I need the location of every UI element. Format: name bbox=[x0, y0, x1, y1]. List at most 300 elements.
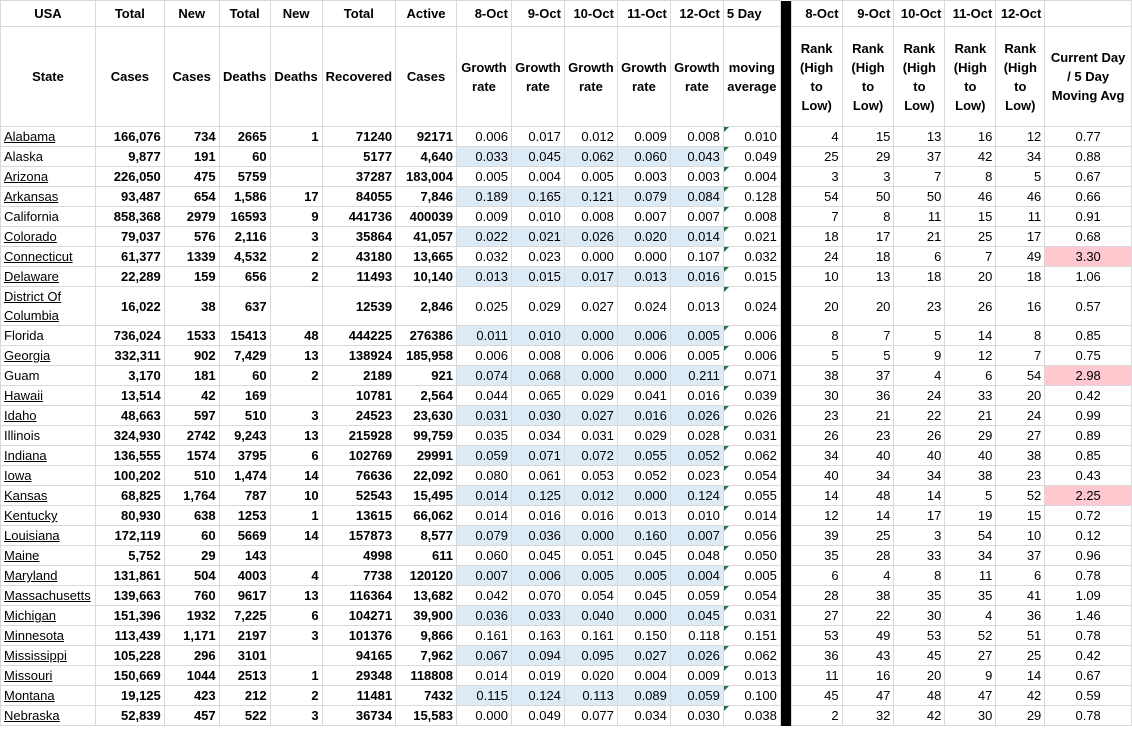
growth-rate-cell[interactable]: 0.000 bbox=[564, 526, 617, 546]
growth-rate-cell[interactable]: 0.000 bbox=[456, 706, 511, 726]
rank-cell[interactable]: 49 bbox=[996, 247, 1045, 267]
rank-cell[interactable]: 36 bbox=[996, 606, 1045, 626]
rank-cell[interactable]: 30 bbox=[894, 606, 945, 626]
growth-rate-cell[interactable]: 0.005 bbox=[617, 566, 670, 586]
new-deaths-cell[interactable]: 1 bbox=[270, 506, 322, 526]
total-cases-cell[interactable]: 105,228 bbox=[95, 646, 164, 666]
growth-rate-cell[interactable]: 0.070 bbox=[511, 586, 564, 606]
header-new-cases-top[interactable]: New bbox=[164, 1, 219, 27]
state-cell[interactable] bbox=[1, 207, 96, 227]
ratio-cell[interactable]: 0.42 bbox=[1045, 386, 1132, 406]
rank-cell[interactable]: 50 bbox=[894, 187, 945, 207]
moving-average-cell[interactable]: 0.014 bbox=[723, 506, 780, 526]
rank-cell[interactable]: 53 bbox=[894, 626, 945, 646]
rank-cell[interactable]: 20 bbox=[894, 666, 945, 686]
rank-cell[interactable]: 35 bbox=[945, 586, 996, 606]
state-link[interactable]: Iowa bbox=[4, 468, 32, 483]
growth-rate-cell[interactable]: 0.026 bbox=[670, 646, 723, 666]
state-link[interactable]: Massachusetts bbox=[4, 588, 91, 603]
header-total-deaths-top[interactable]: Total bbox=[219, 1, 270, 27]
header-rank-3[interactable]: Rank (High to Low) bbox=[945, 27, 996, 127]
growth-rate-cell[interactable]: 0.030 bbox=[670, 706, 723, 726]
growth-rate-cell[interactable]: 0.067 bbox=[456, 646, 511, 666]
state-link[interactable]: Alabama bbox=[4, 129, 56, 144]
ratio-cell[interactable]: 0.75 bbox=[1045, 346, 1132, 366]
growth-rate-cell[interactable]: 0.124 bbox=[511, 686, 564, 706]
rank-cell[interactable]: 37 bbox=[894, 147, 945, 167]
new-deaths-cell[interactable]: 14 bbox=[270, 526, 322, 546]
state-link[interactable]: Delaware bbox=[4, 269, 59, 284]
header-usa[interactable]: USA bbox=[1, 1, 96, 27]
new-cases-cell[interactable]: 1932 bbox=[164, 606, 219, 626]
rank-cell[interactable]: 7 bbox=[842, 326, 894, 346]
header-growth-rate-3[interactable]: Growth rate bbox=[617, 27, 670, 127]
rank-cell[interactable]: 21 bbox=[945, 406, 996, 426]
rank-cell[interactable]: 27 bbox=[945, 646, 996, 666]
growth-rate-cell[interactable]: 0.161 bbox=[564, 626, 617, 646]
growth-rate-cell[interactable]: 0.061 bbox=[511, 466, 564, 486]
growth-rate-cell[interactable]: 0.189 bbox=[456, 187, 511, 207]
ratio-cell[interactable]: 0.68 bbox=[1045, 227, 1132, 247]
growth-rate-cell[interactable]: 0.014 bbox=[456, 666, 511, 686]
ratio-cell[interactable]: 0.78 bbox=[1045, 566, 1132, 586]
rank-cell[interactable]: 6 bbox=[894, 247, 945, 267]
growth-rate-cell[interactable]: 0.023 bbox=[670, 466, 723, 486]
rank-cell[interactable]: 27 bbox=[791, 606, 842, 626]
total-deaths-cell[interactable]: 9,243 bbox=[219, 426, 270, 446]
total-cases-cell[interactable]: 736,024 bbox=[95, 326, 164, 346]
growth-rate-cell[interactable]: 0.060 bbox=[456, 546, 511, 566]
state-link[interactable]: Colorado bbox=[4, 229, 57, 244]
header-rank-date-2[interactable]: 10-Oct bbox=[894, 1, 945, 27]
total-deaths-cell[interactable]: 1,586 bbox=[219, 187, 270, 207]
header-growth-rate-0[interactable]: Growth rate bbox=[456, 27, 511, 127]
ratio-cell[interactable]: 0.59 bbox=[1045, 686, 1132, 706]
state-cell[interactable] bbox=[1, 187, 96, 207]
total-deaths-cell[interactable]: 60 bbox=[219, 366, 270, 386]
state-cell[interactable] bbox=[1, 406, 96, 426]
recovered-cell[interactable]: 11493 bbox=[322, 267, 395, 287]
moving-average-cell[interactable]: 0.021 bbox=[723, 227, 780, 247]
growth-rate-cell[interactable]: 0.006 bbox=[617, 326, 670, 346]
total-deaths-cell[interactable]: 3795 bbox=[219, 446, 270, 466]
total-deaths-cell[interactable]: 5759 bbox=[219, 167, 270, 187]
recovered-cell[interactable]: 76636 bbox=[322, 466, 395, 486]
growth-rate-cell[interactable]: 0.121 bbox=[564, 187, 617, 207]
growth-rate-cell[interactable]: 0.000 bbox=[617, 606, 670, 626]
rank-cell[interactable]: 11 bbox=[996, 207, 1045, 227]
rank-cell[interactable]: 41 bbox=[996, 586, 1045, 606]
ratio-cell[interactable]: 0.91 bbox=[1045, 207, 1132, 227]
growth-rate-cell[interactable]: 0.051 bbox=[564, 546, 617, 566]
rank-cell[interactable]: 35 bbox=[791, 546, 842, 566]
new-deaths-cell[interactable]: 6 bbox=[270, 606, 322, 626]
rank-cell[interactable]: 52 bbox=[996, 486, 1045, 506]
growth-rate-cell[interactable]: 0.027 bbox=[564, 287, 617, 326]
new-cases-cell[interactable]: 159 bbox=[164, 267, 219, 287]
active-cases-cell[interactable]: 2,846 bbox=[396, 287, 457, 326]
rank-cell[interactable]: 54 bbox=[945, 526, 996, 546]
state-cell[interactable] bbox=[1, 326, 96, 346]
rank-cell[interactable]: 43 bbox=[842, 646, 894, 666]
growth-rate-cell[interactable]: 0.035 bbox=[456, 426, 511, 446]
rank-cell[interactable]: 12 bbox=[996, 127, 1045, 147]
growth-rate-cell[interactable]: 0.028 bbox=[670, 426, 723, 446]
total-cases-cell[interactable]: 113,439 bbox=[95, 626, 164, 646]
recovered-cell[interactable]: 43180 bbox=[322, 247, 395, 267]
rank-cell[interactable]: 5 bbox=[842, 346, 894, 366]
growth-rate-cell[interactable]: 0.007 bbox=[617, 207, 670, 227]
moving-average-cell[interactable]: 0.004 bbox=[723, 167, 780, 187]
state-link[interactable]: Minnesota bbox=[4, 628, 64, 643]
state-link[interactable]: District Of Columbia bbox=[4, 289, 62, 323]
active-cases-cell[interactable]: 29991 bbox=[396, 446, 457, 466]
new-cases-cell[interactable]: 510 bbox=[164, 466, 219, 486]
moving-average-cell[interactable]: 0.071 bbox=[723, 366, 780, 386]
rank-cell[interactable]: 27 bbox=[996, 426, 1045, 446]
state-link[interactable]: Montana bbox=[4, 688, 55, 703]
growth-rate-cell[interactable]: 0.008 bbox=[670, 127, 723, 147]
rank-cell[interactable]: 23 bbox=[996, 466, 1045, 486]
total-deaths-cell[interactable]: 2513 bbox=[219, 666, 270, 686]
state-cell[interactable] bbox=[1, 386, 96, 406]
ratio-cell[interactable]: 0.77 bbox=[1045, 127, 1132, 147]
rank-cell[interactable]: 33 bbox=[945, 386, 996, 406]
total-deaths-cell[interactable]: 2665 bbox=[219, 127, 270, 147]
rank-cell[interactable]: 42 bbox=[894, 706, 945, 726]
new-cases-cell[interactable]: 60 bbox=[164, 526, 219, 546]
state-link[interactable]: Missouri bbox=[4, 668, 53, 683]
growth-rate-cell[interactable]: 0.211 bbox=[670, 366, 723, 386]
state-cell[interactable] bbox=[1, 546, 96, 566]
rank-cell[interactable]: 33 bbox=[894, 546, 945, 566]
rank-cell[interactable]: 29 bbox=[996, 706, 1045, 726]
moving-average-cell[interactable]: 0.006 bbox=[723, 346, 780, 366]
moving-average-cell[interactable]: 0.151 bbox=[723, 626, 780, 646]
new-cases-cell[interactable]: 38 bbox=[164, 287, 219, 326]
rank-cell[interactable]: 4 bbox=[791, 127, 842, 147]
header-rank-date-0[interactable]: 8-Oct bbox=[791, 1, 842, 27]
moving-average-cell[interactable]: 0.062 bbox=[723, 446, 780, 466]
rank-cell[interactable]: 18 bbox=[996, 267, 1045, 287]
ratio-cell[interactable]: 0.42 bbox=[1045, 646, 1132, 666]
new-deaths-cell[interactable]: 2 bbox=[270, 366, 322, 386]
rank-cell[interactable]: 25 bbox=[996, 646, 1045, 666]
state-link[interactable]: Kansas bbox=[4, 488, 48, 503]
new-cases-cell[interactable]: 457 bbox=[164, 706, 219, 726]
growth-rate-cell[interactable]: 0.034 bbox=[511, 426, 564, 446]
active-cases-cell[interactable]: 7432 bbox=[396, 686, 457, 706]
recovered-cell[interactable]: 36734 bbox=[322, 706, 395, 726]
growth-rate-cell[interactable]: 0.012 bbox=[564, 486, 617, 506]
new-cases-cell[interactable]: 734 bbox=[164, 127, 219, 147]
growth-rate-cell[interactable]: 0.026 bbox=[564, 227, 617, 247]
growth-rate-cell[interactable]: 0.089 bbox=[617, 686, 670, 706]
new-deaths-cell[interactable]: 1 bbox=[270, 127, 322, 147]
total-deaths-cell[interactable]: 143 bbox=[219, 546, 270, 566]
header-5-day[interactable]: 5 Day bbox=[723, 1, 780, 27]
rank-cell[interactable]: 7 bbox=[791, 207, 842, 227]
header-growth-date-2[interactable]: 10-Oct bbox=[564, 1, 617, 27]
new-deaths-cell[interactable]: 48 bbox=[270, 326, 322, 346]
rank-cell[interactable]: 42 bbox=[996, 686, 1045, 706]
header-rank-4[interactable]: Rank (High to Low) bbox=[996, 27, 1045, 127]
growth-rate-cell[interactable]: 0.019 bbox=[511, 666, 564, 686]
header-total-cases[interactable]: Cases bbox=[95, 27, 164, 127]
moving-average-cell[interactable]: 0.055 bbox=[723, 486, 780, 506]
rank-cell[interactable]: 8 bbox=[945, 167, 996, 187]
rank-cell[interactable]: 47 bbox=[945, 686, 996, 706]
total-deaths-cell[interactable]: 60 bbox=[219, 147, 270, 167]
total-cases-cell[interactable]: 151,396 bbox=[95, 606, 164, 626]
rank-cell[interactable]: 45 bbox=[791, 686, 842, 706]
growth-rate-cell[interactable]: 0.023 bbox=[511, 247, 564, 267]
rank-cell[interactable]: 45 bbox=[894, 646, 945, 666]
new-cases-cell[interactable]: 42 bbox=[164, 386, 219, 406]
growth-rate-cell[interactable]: 0.005 bbox=[670, 326, 723, 346]
state-cell[interactable] bbox=[1, 506, 96, 526]
state-cell[interactable] bbox=[1, 247, 96, 267]
recovered-cell[interactable]: 4998 bbox=[322, 546, 395, 566]
header-growth-rate-2[interactable]: Growth rate bbox=[564, 27, 617, 127]
rank-cell[interactable]: 24 bbox=[894, 386, 945, 406]
new-deaths-cell[interactable]: 9 bbox=[270, 207, 322, 227]
growth-rate-cell[interactable]: 0.006 bbox=[617, 346, 670, 366]
total-cases-cell[interactable]: 48,663 bbox=[95, 406, 164, 426]
rank-cell[interactable]: 16 bbox=[996, 287, 1045, 326]
recovered-cell[interactable]: 104271 bbox=[322, 606, 395, 626]
growth-rate-cell[interactable]: 0.010 bbox=[670, 506, 723, 526]
growth-rate-cell[interactable]: 0.004 bbox=[670, 566, 723, 586]
growth-rate-cell[interactable]: 0.029 bbox=[511, 287, 564, 326]
rank-cell[interactable]: 21 bbox=[842, 406, 894, 426]
new-cases-cell[interactable]: 181 bbox=[164, 366, 219, 386]
rank-cell[interactable]: 20 bbox=[996, 386, 1045, 406]
moving-average-cell[interactable]: 0.100 bbox=[723, 686, 780, 706]
total-cases-cell[interactable]: 172,119 bbox=[95, 526, 164, 546]
growth-rate-cell[interactable]: 0.165 bbox=[511, 187, 564, 207]
growth-rate-cell[interactable]: 0.059 bbox=[456, 446, 511, 466]
rank-cell[interactable]: 8 bbox=[996, 326, 1045, 346]
rank-cell[interactable]: 34 bbox=[996, 147, 1045, 167]
new-deaths-cell[interactable]: 2 bbox=[270, 686, 322, 706]
ratio-cell[interactable]: 0.99 bbox=[1045, 406, 1132, 426]
rank-cell[interactable]: 20 bbox=[842, 287, 894, 326]
total-cases-cell[interactable]: 79,037 bbox=[95, 227, 164, 247]
new-cases-cell[interactable]: 1,764 bbox=[164, 486, 219, 506]
growth-rate-cell[interactable]: 0.016 bbox=[670, 267, 723, 287]
moving-average-cell[interactable]: 0.032 bbox=[723, 247, 780, 267]
rank-cell[interactable]: 16 bbox=[945, 127, 996, 147]
rank-cell[interactable]: 29 bbox=[842, 147, 894, 167]
state-link[interactable]: Connecticut bbox=[4, 249, 73, 264]
rank-cell[interactable]: 4 bbox=[945, 606, 996, 626]
moving-average-cell[interactable]: 0.010 bbox=[723, 127, 780, 147]
growth-rate-cell[interactable]: 0.005 bbox=[456, 167, 511, 187]
growth-rate-cell[interactable]: 0.059 bbox=[670, 686, 723, 706]
header-active-cases-top[interactable]: Active bbox=[396, 1, 457, 27]
growth-rate-cell[interactable]: 0.003 bbox=[670, 167, 723, 187]
growth-rate-cell[interactable]: 0.034 bbox=[617, 706, 670, 726]
growth-rate-cell[interactable]: 0.041 bbox=[617, 386, 670, 406]
growth-rate-cell[interactable]: 0.054 bbox=[564, 586, 617, 606]
rank-cell[interactable]: 46 bbox=[945, 187, 996, 207]
ratio-cell[interactable]: 0.43 bbox=[1045, 466, 1132, 486]
rank-cell[interactable]: 5 bbox=[996, 167, 1045, 187]
rank-cell[interactable]: 15 bbox=[996, 506, 1045, 526]
rank-cell[interactable]: 23 bbox=[842, 426, 894, 446]
state-cell[interactable] bbox=[1, 526, 96, 546]
growth-rate-cell[interactable]: 0.006 bbox=[456, 127, 511, 147]
growth-rate-cell[interactable]: 0.004 bbox=[617, 666, 670, 686]
growth-rate-cell[interactable]: 0.077 bbox=[564, 706, 617, 726]
total-cases-cell[interactable]: 19,125 bbox=[95, 686, 164, 706]
state-link[interactable]: Arizona bbox=[4, 169, 49, 184]
active-cases-cell[interactable]: 120120 bbox=[396, 566, 457, 586]
growth-rate-cell[interactable]: 0.007 bbox=[670, 207, 723, 227]
growth-rate-cell[interactable]: 0.027 bbox=[617, 646, 670, 666]
growth-rate-cell[interactable]: 0.107 bbox=[670, 247, 723, 267]
growth-rate-cell[interactable]: 0.031 bbox=[564, 426, 617, 446]
growth-rate-cell[interactable]: 0.005 bbox=[564, 167, 617, 187]
active-cases-cell[interactable]: 185,958 bbox=[396, 346, 457, 366]
ratio-cell[interactable]: 0.89 bbox=[1045, 426, 1132, 446]
total-cases-cell[interactable]: 100,202 bbox=[95, 466, 164, 486]
total-cases-cell[interactable]: 858,368 bbox=[95, 207, 164, 227]
rank-cell[interactable]: 34 bbox=[894, 466, 945, 486]
new-deaths-cell[interactable]: 3 bbox=[270, 406, 322, 426]
header-new-deaths[interactable]: Deaths bbox=[270, 27, 322, 127]
growth-rate-cell[interactable]: 0.044 bbox=[456, 386, 511, 406]
total-deaths-cell[interactable]: 2,116 bbox=[219, 227, 270, 247]
total-deaths-cell[interactable]: 15413 bbox=[219, 326, 270, 346]
state-link[interactable]: Arkansas bbox=[4, 189, 59, 204]
growth-rate-cell[interactable]: 0.017 bbox=[511, 127, 564, 147]
ratio-cell[interactable]: 0.67 bbox=[1045, 666, 1132, 686]
recovered-cell[interactable]: 2189 bbox=[322, 366, 395, 386]
state-cell[interactable] bbox=[1, 287, 96, 326]
active-cases-cell[interactable]: 118808 bbox=[396, 666, 457, 686]
rank-cell[interactable]: 21 bbox=[894, 227, 945, 247]
rank-cell[interactable]: 37 bbox=[996, 546, 1045, 566]
header-growth-date-1[interactable]: 9-Oct bbox=[511, 1, 564, 27]
rank-cell[interactable]: 5 bbox=[791, 346, 842, 366]
total-cases-cell[interactable]: 5,752 bbox=[95, 546, 164, 566]
new-cases-cell[interactable]: 475 bbox=[164, 167, 219, 187]
ratio-cell[interactable]: 0.67 bbox=[1045, 167, 1132, 187]
growth-rate-cell[interactable]: 0.014 bbox=[456, 506, 511, 526]
growth-rate-cell[interactable]: 0.003 bbox=[617, 167, 670, 187]
active-cases-cell[interactable]: 22,092 bbox=[396, 466, 457, 486]
rank-cell[interactable]: 8 bbox=[894, 566, 945, 586]
rank-cell[interactable]: 13 bbox=[842, 267, 894, 287]
new-cases-cell[interactable]: 1,171 bbox=[164, 626, 219, 646]
rank-cell[interactable]: 11 bbox=[894, 207, 945, 227]
active-cases-cell[interactable]: 10,140 bbox=[396, 267, 457, 287]
state-cell[interactable] bbox=[1, 566, 96, 586]
new-cases-cell[interactable]: 2979 bbox=[164, 207, 219, 227]
rank-cell[interactable]: 14 bbox=[945, 326, 996, 346]
active-cases-cell[interactable]: 9,866 bbox=[396, 626, 457, 646]
growth-rate-cell[interactable]: 0.025 bbox=[456, 287, 511, 326]
growth-rate-cell[interactable]: 0.024 bbox=[617, 287, 670, 326]
active-cases-cell[interactable]: 92171 bbox=[396, 127, 457, 147]
growth-rate-cell[interactable]: 0.013 bbox=[617, 267, 670, 287]
ratio-cell[interactable]: 0.85 bbox=[1045, 326, 1132, 346]
rank-cell[interactable]: 14 bbox=[996, 666, 1045, 686]
growth-rate-cell[interactable]: 0.000 bbox=[617, 247, 670, 267]
total-deaths-cell[interactable]: 510 bbox=[219, 406, 270, 426]
growth-rate-cell[interactable]: 0.000 bbox=[564, 326, 617, 346]
total-deaths-cell[interactable]: 4,532 bbox=[219, 247, 270, 267]
ratio-cell[interactable]: 0.85 bbox=[1045, 446, 1132, 466]
active-cases-cell[interactable]: 99,759 bbox=[396, 426, 457, 446]
recovered-cell[interactable]: 215928 bbox=[322, 426, 395, 446]
header-rank-0[interactable]: Rank (High to Low) bbox=[791, 27, 842, 127]
growth-rate-cell[interactable]: 0.080 bbox=[456, 466, 511, 486]
new-deaths-cell[interactable]: 17 bbox=[270, 187, 322, 207]
rank-cell[interactable]: 52 bbox=[945, 626, 996, 646]
active-cases-cell[interactable]: 7,962 bbox=[396, 646, 457, 666]
rank-cell[interactable]: 15 bbox=[842, 127, 894, 147]
total-cases-cell[interactable]: 61,377 bbox=[95, 247, 164, 267]
state-cell[interactable] bbox=[1, 147, 96, 167]
active-cases-cell[interactable]: 39,900 bbox=[396, 606, 457, 626]
rank-cell[interactable]: 12 bbox=[945, 346, 996, 366]
state-cell[interactable] bbox=[1, 267, 96, 287]
growth-rate-cell[interactable]: 0.005 bbox=[670, 346, 723, 366]
new-deaths-cell[interactable] bbox=[270, 386, 322, 406]
active-cases-cell[interactable]: 400039 bbox=[396, 207, 457, 227]
recovered-cell[interactable]: 10781 bbox=[322, 386, 395, 406]
growth-rate-cell[interactable]: 0.009 bbox=[670, 666, 723, 686]
rank-cell[interactable]: 48 bbox=[894, 686, 945, 706]
growth-rate-cell[interactable]: 0.040 bbox=[564, 606, 617, 626]
rank-cell[interactable]: 16 bbox=[842, 666, 894, 686]
growth-rate-cell[interactable]: 0.029 bbox=[617, 426, 670, 446]
growth-rate-cell[interactable]: 0.094 bbox=[511, 646, 564, 666]
growth-rate-cell[interactable]: 0.036 bbox=[456, 606, 511, 626]
growth-rate-cell[interactable]: 0.084 bbox=[670, 187, 723, 207]
active-cases-cell[interactable]: 2,564 bbox=[396, 386, 457, 406]
state-link[interactable]: Maryland bbox=[4, 568, 58, 583]
growth-rate-cell[interactable]: 0.059 bbox=[670, 586, 723, 606]
state-cell[interactable] bbox=[1, 626, 96, 646]
moving-average-cell[interactable]: 0.031 bbox=[723, 426, 780, 446]
total-cases-cell[interactable]: 332,311 bbox=[95, 346, 164, 366]
growth-rate-cell[interactable]: 0.021 bbox=[511, 227, 564, 247]
growth-rate-cell[interactable]: 0.045 bbox=[511, 546, 564, 566]
growth-rate-cell[interactable]: 0.074 bbox=[456, 366, 511, 386]
active-cases-cell[interactable]: 7,846 bbox=[396, 187, 457, 207]
state-link[interactable]: Louisiana bbox=[4, 528, 60, 543]
rank-cell[interactable]: 3 bbox=[842, 167, 894, 187]
growth-rate-cell[interactable]: 0.045 bbox=[617, 546, 670, 566]
recovered-cell[interactable]: 13615 bbox=[322, 506, 395, 526]
new-cases-cell[interactable]: 902 bbox=[164, 346, 219, 366]
recovered-cell[interactable]: 7738 bbox=[322, 566, 395, 586]
recovered-cell[interactable]: 11481 bbox=[322, 686, 395, 706]
state-link[interactable]: Nebraska bbox=[4, 708, 60, 723]
rank-cell[interactable]: 4 bbox=[842, 566, 894, 586]
growth-rate-cell[interactable]: 0.049 bbox=[511, 706, 564, 726]
growth-rate-cell[interactable]: 0.016 bbox=[617, 406, 670, 426]
rank-cell[interactable]: 12 bbox=[791, 506, 842, 526]
header-total-recovered-top[interactable]: Total bbox=[322, 1, 395, 27]
growth-rate-cell[interactable]: 0.032 bbox=[456, 247, 511, 267]
rank-cell[interactable]: 39 bbox=[791, 526, 842, 546]
growth-rate-cell[interactable]: 0.079 bbox=[617, 187, 670, 207]
